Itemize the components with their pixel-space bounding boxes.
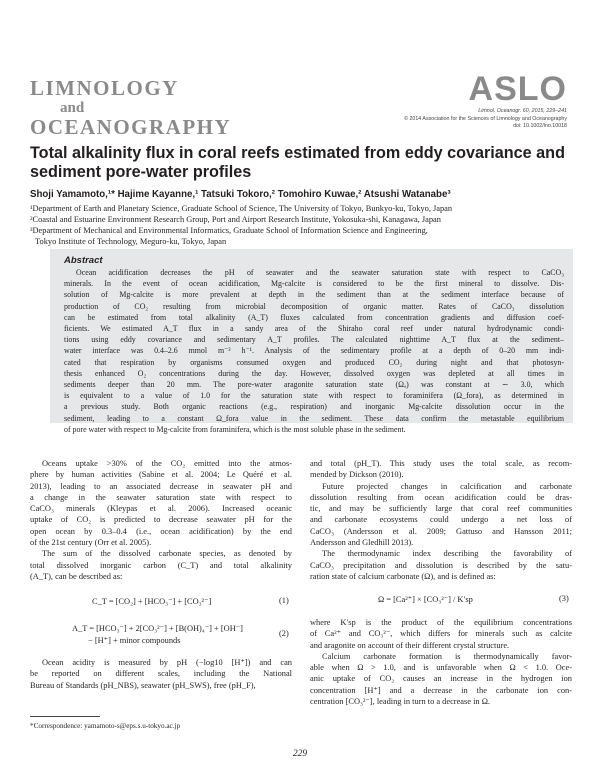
body-line: Bureau of Standards (pH_NBS), seawater (pH_SWS), free (pH_F),	[30, 680, 256, 690]
body-line: Oceans uptake >30% of the CO₂ emitted into the atmos-	[42, 459, 292, 468]
right-column	[310, 458, 572, 582]
body-line: able when Ω > 1.0, and is unfavorable when Ω < 1.0. Oce-	[310, 663, 572, 673]
body-line: uptake of CO₂ is predicted to decrease seawater pH for the	[30, 515, 292, 525]
equation-2-line2: − [H⁺] + minor compounds	[88, 636, 181, 645]
body-line: where K′sp is the product of the equilibrium concentrations	[310, 618, 572, 627]
abstract-line: tions using eddy covariance and sedimentary A_T profiles. The calculated nighttime A_T flux at the sediment–	[64, 335, 564, 345]
author-list: Shoji Yamamoto,¹* Hajime Kayanne,¹ Tatsuki Tokoro,² Tomohiro Kuwae,² Atsushi Watanabe³	[30, 189, 451, 200]
abstract-line: sediments deeper than 20 mm. The pore-water aragonite saturation state (Ωₐ) was constant at ∼ 3.0, which	[64, 380, 564, 390]
abstract-line: water interface was 0.4–2.6 mmol m⁻² h⁻¹. Analysis of the sedimentary profile at a depth of 0–20 mm indi-	[64, 346, 564, 356]
abstract-body	[64, 267, 564, 435]
body-line: a change in the seawater saturation state with respect to	[30, 492, 292, 502]
body-line: concentration [H⁺] and a decrease in the carbonate ion con-	[310, 685, 572, 695]
body-line: phere by human activities (Sabine et al. 2004; Le Quéré et al.	[30, 470, 292, 480]
abstract-heading: Abstract	[64, 255, 103, 266]
body-line: of Ca²⁺ and CO₃²⁻, which differs for minerals such as calcite	[310, 629, 572, 639]
citation-block	[404, 108, 567, 131]
body-line: Ocean acidity is measured by pH (−log10 [H⁺]) and can	[42, 658, 292, 667]
doi: doi: 10.1002/lno.10018	[513, 123, 567, 130]
affiliation: ³Department of Mechanical and Environmental Informatics, Graduate School of Information Science and Engineering,	[30, 226, 428, 235]
right-column-continued	[310, 617, 572, 707]
body-line: centration [CO₃²⁻], leading in turn to a decrease in Ω.	[310, 697, 491, 707]
journal-name-line3: OCEANOGRAPHY	[30, 115, 232, 139]
title-line: Total alkalinity flux in coral reefs estimated from eddy covariance and	[30, 144, 565, 162]
body-line: and carbonate ecosystems could undergo a net loss of	[310, 515, 572, 525]
abstract-line: solution of Mg-calcite is more prevalent at depth in the sediment than at the sediment interface because of	[64, 290, 564, 300]
affiliation: ¹Department of Earth and Planetary Science, Graduate School of Science, The University of Tokyo, Bunkyo-ku, Tokyo, Japan	[30, 204, 453, 213]
body-line: Future projected changes in calcification and carbonate	[322, 481, 572, 491]
footnote-divider	[30, 716, 100, 717]
body-line: Andersson and Gledhill 2013).	[310, 538, 414, 548]
title-line: sediment pore-water profiles	[30, 163, 252, 181]
abstract-line: cated that respiration by organisms consumed oxygen and produced CO₂ during night and that photosyn-	[64, 357, 564, 367]
affiliations	[30, 203, 570, 247]
abstract-box	[50, 249, 573, 434]
equation-1-number: (1)	[279, 596, 289, 605]
body-line: The thermodynamic index describing the favorability of	[322, 549, 572, 559]
abstract-line: minerals. In the event of ocean acidification, Mg-calcite is considered to be the first mineral to dissolve. Dis-	[64, 279, 564, 289]
correspondence-footnote: *Correspondence: yamamoto-s@eps.s.u-tokyo.ac.jp	[30, 722, 181, 730]
abstract-line: ficients. We estimated A_T flux in a sandy area of the Shiraho coral reef under natural hydrodynamic condi-	[64, 324, 564, 334]
body-line: 2013), leading to an associated decrease in seawater pH and	[30, 481, 292, 491]
citation: Limnol. Oceanogr. 60, 2015, 229–241	[478, 108, 567, 114]
body-line: CaCO₃ precipitation and dissolution is described by the satu-	[310, 560, 572, 570]
abstract-line: thesis enhanced O₂ concentrations during the day. However, dissolved oxygen was depleted at all times in	[64, 368, 564, 378]
equation-3: Ω = [Ca²⁺] × [CO₃²⁻] / K′sp	[378, 595, 473, 604]
body-line: of the 21st century (Orr et al. 2005).	[30, 538, 152, 548]
affiliation: Tokyo Institute of Technology, Meguro-ku, Tokyo, Japan	[35, 237, 227, 246]
abstract-line: of pore water with respect to Mg-calcite from foraminifera, which is the most soluble phase in the sediment.	[64, 424, 406, 434]
page-number: 229	[292, 749, 308, 759]
body-line: CaCO₃ minerals (Kleypas et al. 2006). Increased oceanic	[30, 504, 292, 514]
body-line: tic, and may be sufficiently large that coral reef communities	[310, 504, 572, 514]
journal-name-line1: LIMNOLOGY	[30, 76, 179, 100]
body-line: The sum of the dissolved carbonate species, as denoted by	[42, 549, 292, 559]
article-title	[30, 144, 570, 182]
abstract-line: production of CO₂ resulting from microbial decomposition of organic matter. Rates of CaCO₃ dissolution	[64, 301, 564, 311]
aslo-logo: ASLO	[468, 70, 567, 108]
body-line: and total (pH_T). This study uses the total scale, as recom-	[310, 459, 572, 468]
abstract-line: sediment, leading to a constant Ω_fora value in the sediment. These data confirm the metastable equilibrium	[64, 413, 564, 423]
body-line: mended by Dickson (2010).	[310, 470, 404, 480]
journal-name-line2: and	[60, 100, 85, 116]
abstract-line: a previous study. Both organic reactions (e.g., respiration) and inorganic Mg-calcite dissolution occur in the	[64, 402, 564, 412]
left-column	[30, 458, 292, 582]
equation-1: C_T = [CO₂] + [HCO₃⁻] + [CO₃²⁻]	[92, 597, 212, 606]
body-line: anic uptake of CO₂ causes an increase in the hydrogen ion	[310, 674, 572, 684]
body-line: total dissolved inorganic carbon (C_T) and total alkalinity	[30, 560, 292, 570]
abstract-line: is equivalent to a value of 1.0 for the saturation state with respect to foraminifera (Ω_fora), as determined in	[64, 391, 564, 401]
body-line: Calcium carbonate formation is thermodynamically favor-	[322, 651, 572, 661]
body-line: ration state of calcium carbonate (Ω), and is defined as:	[310, 571, 496, 581]
equation-2-number: (2)	[279, 629, 289, 638]
body-line: (A_T), can be described as:	[30, 571, 123, 581]
left-column-continued	[30, 657, 292, 691]
body-line: open ocean by 0.3–0.4 (i.e., ocean acidification) by the end	[30, 526, 292, 536]
body-line: CaCO₃ (Andersson et al. 2009; Gattuso and Hansson 2011;	[310, 526, 572, 536]
body-line: and aragonite on account of their different crystal structure.	[310, 640, 510, 650]
body-line: dissolution resulting from ocean acidification could be dras-	[310, 492, 572, 502]
abstract-line: Ocean acidification decreases the pH of seawater and the seawater saturation state with respect to CaCO₃	[76, 268, 564, 277]
journal-masthead	[30, 78, 231, 138]
equation-2-line1: A_T = [HCO₃⁻] + 2[CO₃²⁻] + [B(OH)₄⁻] + [OH⁻]	[72, 624, 243, 633]
equation-3-number: (3)	[559, 594, 569, 603]
copyright: © 2014 Association for the Sciences of Limnology and Oceanography	[404, 115, 567, 122]
affiliation: ²Coastal and Estuarine Environment Research Group, Port and Airport Research Institute, Yokosuka-shi, Kanagawa, Japan	[30, 215, 441, 224]
body-line: be reported on different scales, including the National	[30, 669, 292, 679]
abstract-line: can be estimated from total alkalinity (A_T) fluxes calculated from concentration gradients and diffusion coef-	[64, 312, 564, 322]
